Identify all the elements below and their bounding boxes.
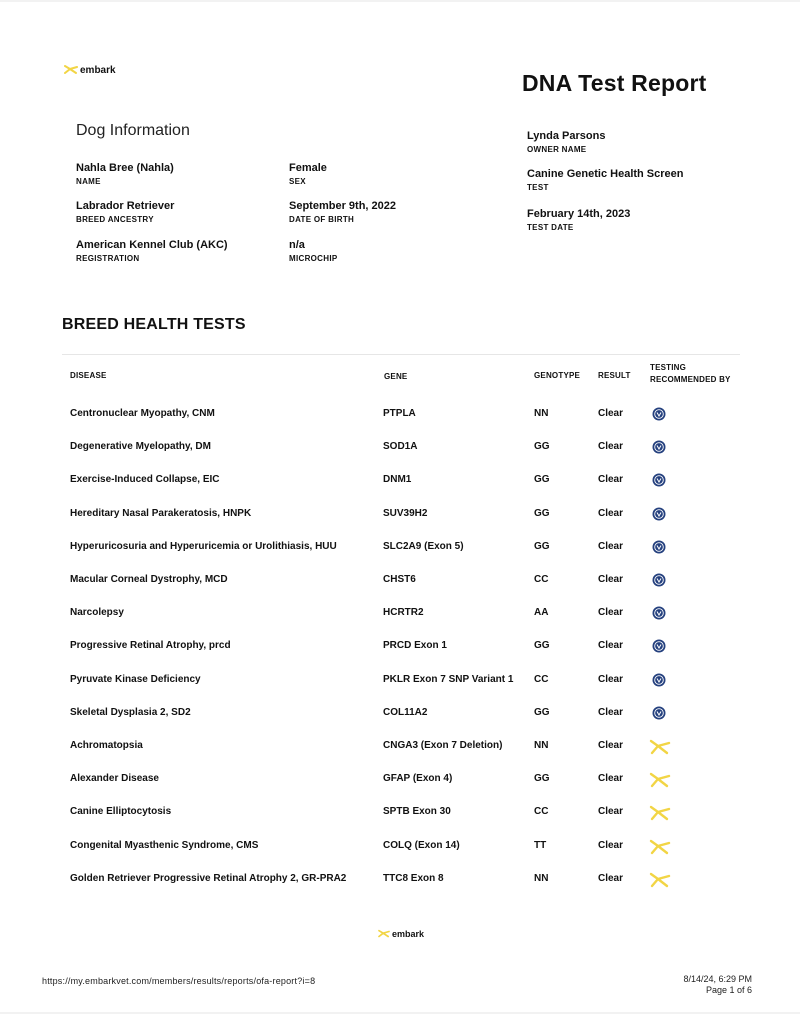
table-row	[0, 506, 800, 526]
disease-cell: Skeletal Dysplasia 2, SD2	[70, 707, 191, 718]
disease-cell: Degenerative Myelopathy, DM	[70, 441, 211, 452]
dog-name-label: NAME	[76, 177, 101, 186]
dog-dob-value: September 9th, 2022	[289, 200, 396, 212]
ofa-seal-icon	[651, 605, 667, 621]
result-cell: Clear	[598, 806, 624, 817]
dog-name-field	[76, 162, 174, 186]
ofa-seal-icon	[651, 539, 667, 555]
result-cell: Clear	[598, 541, 624, 552]
ofa-seal-icon	[651, 672, 667, 688]
embark-logo-icon	[64, 64, 78, 76]
gene-cell: SPTB Exon 30	[383, 806, 451, 817]
gene-cell: CNGA3 (Exon 7 Deletion)	[383, 740, 503, 751]
ofa-seal-icon	[651, 572, 667, 588]
col-testing-line2: RECOMMENDED BY	[650, 375, 731, 384]
gene-cell: TTC8 Exon 8	[383, 873, 444, 884]
report-title: DNA Test Report	[522, 70, 707, 96]
col-testing-line1: TESTING	[650, 363, 687, 372]
gene-cell: DNM1	[383, 474, 412, 485]
dog-microchip-field	[289, 239, 337, 263]
genotype-cell: GG	[534, 508, 550, 519]
ofa-seal-icon	[651, 638, 667, 654]
scan-bottom-edge	[0, 1012, 800, 1014]
col-gene: GENE	[384, 372, 408, 381]
dog-registration-field	[76, 239, 228, 263]
gene-cell: GFAP (Exon 4)	[383, 773, 453, 784]
dog-registration-label: REGISTRATION	[76, 254, 140, 263]
genotype-cell: GG	[534, 441, 550, 452]
genotype-cell: CC	[534, 806, 549, 817]
table-row	[0, 871, 800, 891]
genotype-cell: GG	[534, 541, 550, 552]
dog-microchip-value: n/a	[289, 239, 305, 251]
table-row	[0, 406, 800, 426]
ofa-seal-icon	[651, 506, 667, 522]
col-disease: DISEASE	[70, 371, 107, 380]
disease-cell: Pyruvate Kinase Deficiency	[70, 674, 201, 685]
table-row	[0, 838, 800, 858]
disease-cell: Exercise-Induced Collapse, EIC	[70, 474, 220, 485]
result-cell: Clear	[598, 408, 624, 419]
embark-logo-icon	[649, 738, 671, 754]
embark-logo-icon	[378, 929, 390, 939]
ofa-seal-icon	[651, 406, 667, 422]
result-cell: Clear	[598, 607, 624, 618]
footer-meta	[683, 974, 752, 996]
disease-cell: Hyperuricosuria and Hyperuricemia or Urolithiasis, HUU	[70, 541, 337, 552]
result-cell: Clear	[598, 640, 624, 651]
dog-sex-field	[289, 162, 327, 186]
dog-sex-label: SEX	[289, 177, 306, 186]
gene-cell: SOD1A	[383, 441, 418, 452]
gene-cell: COL11A2	[383, 707, 428, 718]
table-top-rule	[62, 354, 740, 355]
result-cell: Clear	[598, 474, 624, 485]
gene-cell: PTPLA	[383, 408, 416, 419]
disease-cell: Achromatopsia	[70, 740, 143, 751]
table-row	[0, 605, 800, 625]
col-testing-recommended	[650, 362, 731, 386]
owner-name-value: Lynda Parsons	[527, 130, 606, 142]
dog-microchip-label: MICROCHIP	[289, 254, 338, 263]
col-result: RESULT	[598, 371, 631, 380]
genotype-cell: CC	[534, 674, 549, 685]
disease-cell: Alexander Disease	[70, 773, 159, 784]
disease-cell: Canine Elliptocytosis	[70, 806, 172, 817]
footer-datetime: 8/14/24, 6:29 PM	[683, 974, 752, 984]
genotype-cell: GG	[534, 707, 550, 718]
owner-name-field	[527, 130, 605, 154]
result-cell: Clear	[598, 873, 624, 884]
result-cell: Clear	[598, 674, 624, 685]
dog-dob-field	[289, 200, 396, 224]
table-row	[0, 638, 800, 658]
genotype-cell: CC	[534, 574, 549, 585]
disease-cell: Golden Retriever Progressive Retinal Atrophy 2, GR-PRA2	[70, 873, 347, 884]
brand-name: embark	[80, 64, 116, 76]
result-cell: Clear	[598, 840, 624, 851]
ofa-seal-icon	[651, 439, 667, 455]
disease-cell: Progressive Retinal Atrophy, prcd	[70, 640, 231, 651]
genotype-cell: NN	[534, 873, 549, 884]
ofa-seal-icon	[651, 472, 667, 488]
test-value: Canine Genetic Health Screen	[527, 168, 684, 180]
dog-sex-value: Female	[289, 162, 327, 174]
disease-cell: Hereditary Nasal Parakeratosis, HNPK	[70, 508, 252, 519]
table-row	[0, 672, 800, 692]
result-cell: Clear	[598, 707, 624, 718]
footer-page: Page 1 of 6	[705, 985, 752, 995]
gene-cell: HCRTR2	[383, 607, 424, 618]
test-field	[527, 168, 684, 192]
genotype-cell: TT	[534, 840, 547, 851]
dog-name-value: Nahla Bree (Nahla)	[76, 162, 174, 174]
col-genotype: GENOTYPE	[534, 371, 581, 380]
table-row	[0, 705, 800, 725]
owner-name-label: OWNER NAME	[527, 145, 587, 154]
result-cell: Clear	[598, 740, 624, 751]
genotype-cell: GG	[534, 640, 550, 651]
health-tests-heading: BREED HEALTH TESTS	[62, 316, 246, 333]
test-date-field	[527, 208, 630, 232]
result-cell: Clear	[598, 441, 624, 452]
ofa-seal-icon	[651, 705, 667, 721]
table-row	[0, 804, 800, 824]
embark-logo-icon	[649, 838, 671, 854]
dog-breed-label: BREED ANCESTRY	[76, 215, 154, 224]
result-cell: Clear	[598, 508, 624, 519]
table-row	[0, 771, 800, 791]
gene-cell: PRCD Exon 1	[383, 640, 447, 651]
genotype-cell: NN	[534, 740, 549, 751]
table-row	[0, 539, 800, 559]
genotype-cell: GG	[534, 773, 550, 784]
dog-info-heading: Dog Information	[76, 122, 190, 139]
disease-cell: Congenital Myasthenic Syndrome, CMS	[70, 840, 259, 851]
table-row	[0, 472, 800, 492]
gene-cell: PKLR Exon 7 SNP Variant 1	[383, 674, 514, 685]
table-row	[0, 738, 800, 758]
table-row	[0, 439, 800, 459]
test-label: TEST	[527, 183, 549, 192]
gene-cell: COLQ (Exon 14)	[383, 840, 460, 851]
disease-cell: Macular Corneal Dystrophy, MCD	[70, 574, 228, 585]
genotype-cell: NN	[534, 408, 549, 419]
dog-breed-value: Labrador Retriever	[76, 200, 175, 212]
scan-top-edge	[0, 0, 800, 2]
test-date-value: February 14th, 2023	[527, 208, 631, 220]
embark-logo-icon	[649, 804, 671, 820]
disease-cell: Narcolepsy	[70, 607, 124, 618]
gene-cell: CHST6	[383, 574, 416, 585]
brand-logo	[64, 64, 116, 76]
test-date-label: TEST DATE	[527, 223, 574, 232]
footer-brand-name: embark	[392, 929, 425, 939]
embark-logo-icon	[649, 771, 671, 787]
genotype-cell: GG	[534, 474, 550, 485]
disease-cell: Centronuclear Myopathy, CNM	[70, 408, 215, 419]
table-row	[0, 572, 800, 592]
result-cell: Clear	[598, 773, 624, 784]
footer-brand-logo	[378, 929, 424, 939]
dog-dob-label: DATE OF BIRTH	[289, 215, 355, 224]
gene-cell: SLC2A9 (Exon 5)	[383, 541, 464, 552]
dog-registration-value: American Kennel Club (AKC)	[76, 239, 228, 251]
embark-logo-icon	[649, 871, 671, 887]
result-cell: Clear	[598, 574, 624, 585]
footer-url[interactable]: https://my.embarkvet.com/members/results/reports/ofa-report?i=8	[42, 976, 316, 986]
genotype-cell: AA	[534, 607, 549, 618]
dog-breed-field	[76, 200, 174, 224]
gene-cell: SUV39H2	[383, 508, 428, 519]
